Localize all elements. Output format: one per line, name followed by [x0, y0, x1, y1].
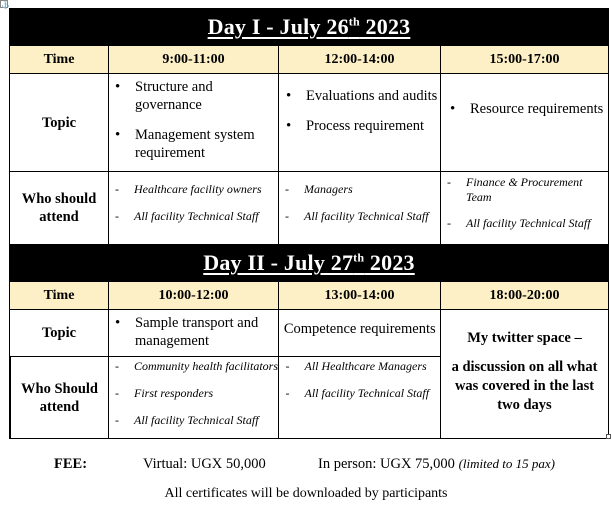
- topic-item: • Process requirement: [306, 117, 440, 135]
- schedule-table: [9, 8, 609, 439]
- attendee-item: - All facility Technical Staff: [134, 413, 278, 428]
- day1-header: [10, 9, 608, 45]
- attend-cell: [108, 172, 278, 244]
- topic-item: • Evaluations and audits: [306, 87, 440, 105]
- topic-item: • Resource requirements: [470, 100, 608, 118]
- fee-limit-note: (limited to 15 pax): [458, 456, 555, 471]
- topic-cell: [440, 74, 608, 171]
- twitter-desc: a discussion on all what was covered in the last two days: [451, 359, 598, 413]
- time-slot: 9:00-11:00: [108, 46, 278, 73]
- time-label: Time: [43, 51, 75, 67]
- attendee-item: - All facility Technical Staff: [134, 209, 278, 224]
- day1-topic-row: [10, 73, 608, 171]
- attend-cell: [109, 357, 278, 438]
- day2-header: [10, 244, 608, 281]
- attend-cell: [440, 172, 608, 244]
- time-label: Time: [43, 287, 75, 303]
- topic-cell: [108, 74, 278, 171]
- attendee-item: - All facility Technical Staff: [304, 386, 440, 401]
- attend-label: Who Should attend: [10, 356, 108, 438]
- attendee-item: - Finance & Procurement Team: [466, 175, 608, 205]
- fee-in-person: In person: UGX 75,000 (limited to 15 pax): [318, 456, 555, 472]
- twitter-space-cell: [440, 310, 608, 438]
- day2-topic-row: [109, 310, 440, 356]
- topic-item: Competence requirements: [283, 321, 436, 338]
- time-slot: 12:00-14:00: [278, 46, 440, 73]
- attendee-item: - First responders: [134, 386, 278, 401]
- topic-cell: [278, 74, 440, 171]
- attendee-item: - Community health facilitators: [134, 359, 278, 374]
- time-slot: 18:00-20:00: [440, 282, 608, 309]
- attendee-item: - All facility Technical Staff: [466, 216, 608, 231]
- attend-cell: [278, 357, 440, 438]
- attendee-item: - All Healthcare Managers: [304, 359, 440, 374]
- topic-item: • Sample transport and management: [135, 314, 278, 350]
- attendee-item: - Healthcare facility owners: [134, 182, 278, 197]
- topic-label: Topic: [41, 114, 77, 131]
- day2-title[interactable]: Day II - July 27th 2023: [203, 250, 415, 275]
- day1-attend-row: [10, 171, 608, 244]
- day2-label-col: [10, 310, 108, 438]
- topic-item: • Structure and governance: [135, 78, 278, 114]
- attendee-item: - Managers: [304, 182, 440, 197]
- fee-virtual: Virtual: UGX 50,000: [143, 456, 266, 472]
- day2-body: [10, 309, 608, 438]
- topic-item: • Management system requirement: [135, 126, 278, 162]
- attend-label: Who should attend: [21, 191, 97, 225]
- day2-mid-cols: [108, 310, 440, 438]
- time-slot: 13:00-14:00: [278, 282, 440, 309]
- certificate-note: All certificates will be downloaded by participants: [164, 486, 448, 501]
- attendee-item: - All facility Technical Staff: [304, 209, 440, 224]
- day1-time-row: [10, 45, 608, 73]
- day1-title[interactable]: Day I - July 26th 2023: [207, 14, 411, 39]
- day2-time-row: [10, 281, 608, 309]
- topic-label: Topic: [41, 325, 77, 341]
- anchor-icon: ⚓: [1, 1, 10, 9]
- attend-cell: [278, 172, 440, 244]
- table-resize-handle[interactable]: [606, 434, 611, 439]
- time-slot: 15:00-17:00: [440, 46, 608, 73]
- time-slot: 10:00-12:00: [108, 282, 278, 309]
- day2-attend-row: [109, 356, 440, 438]
- fee-label: FEE:: [54, 456, 88, 472]
- topic-cell: [109, 310, 278, 356]
- topic-cell: [278, 310, 440, 356]
- twitter-title: My twitter space –: [467, 330, 582, 346]
